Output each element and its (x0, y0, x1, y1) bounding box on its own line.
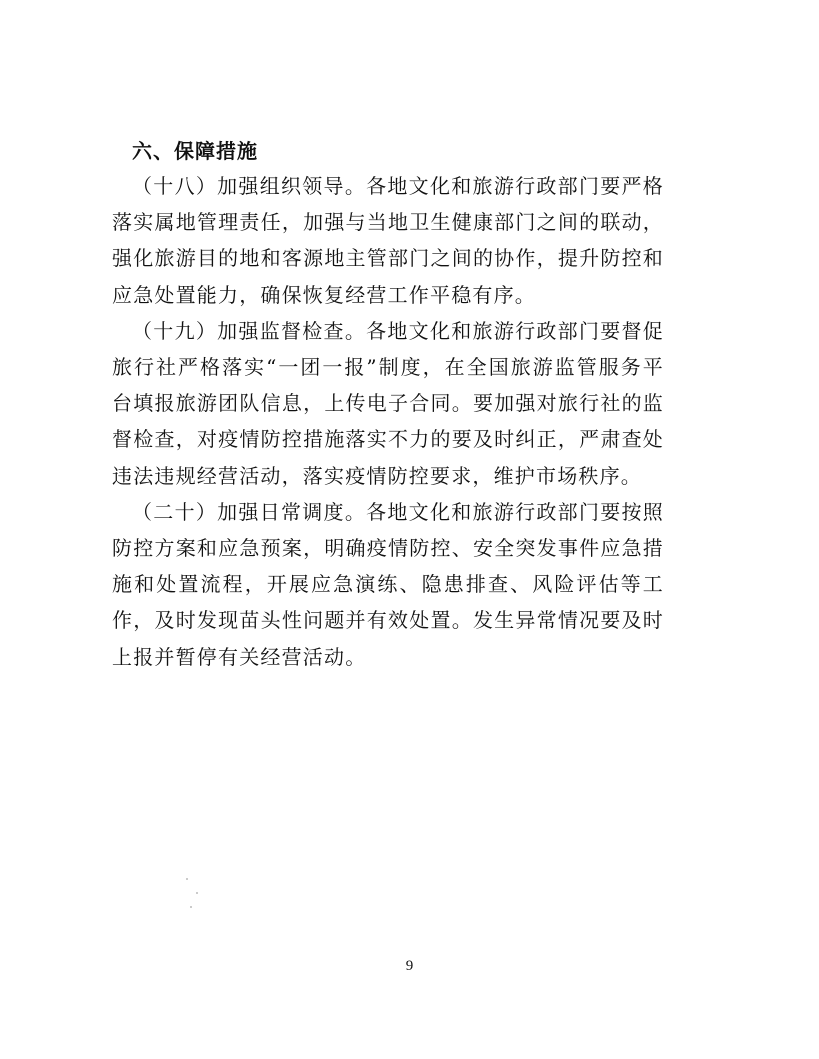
scan-speck (186, 878, 188, 880)
document-body (112, 134, 664, 675)
paragraph-18: （十八）加强组织领导。各地文化和旅游行政部门要严格落实属地管理责任，加强与当地卫生健康部门之间的联动，强化旅游目的地和客源地主管部门之间的协作，提升防控和应急处置能力，确保恢复经营工作平稳有序。 (112, 174, 664, 307)
scan-speck (196, 892, 198, 894)
scan-speck (190, 906, 192, 908)
paragraph-20: （二十）加强日常调度。各地文化和旅游行政部门要按照防控方案和应急预案，明确疫情防控、安全突发事件应急措施和处置流程，开展应急演练、隐患排查、风险评估等工作，及时发现苗头性问题并有效处置。发生异常情况要及时上报并暂停有关经营活动。 (112, 499, 664, 669)
page-number: 9 (405, 958, 414, 974)
paragraph-19: （十九）加强监督检查。各地文化和旅游行政部门要督促旅行社严格落实“一团一报”制度，在全国旅游监管服务平台填报旅游团队信息，上传电子合同。要加强对旅行社的监督检查，对疫情防控措施落实不力的要及时纠正，严肃查处违法违规经营活动，落实疫情防控要求，维护市场秩序。 (112, 318, 664, 488)
section-heading: 六、保障措施 (132, 139, 258, 163)
